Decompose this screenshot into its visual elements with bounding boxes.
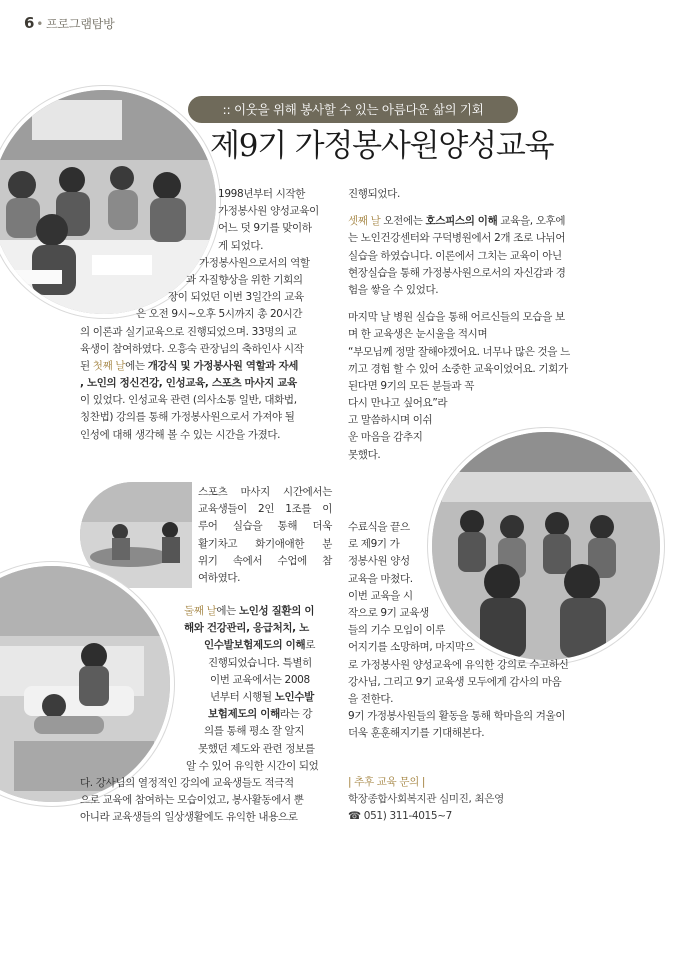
text-line: 로 가정봉사원 양성교육에 유익한 강의로 수고하신 <box>348 658 569 671</box>
text-line: 못했던 제도와 관련 정보를 <box>198 742 315 755</box>
text-line: 이 있었다. 인성교육 관련 (의사소통 일반, 대화법, <box>80 394 297 407</box>
text-line: 위기 속에서 수업에 참 <box>198 554 332 567</box>
text-line: 정봉사원 양성 <box>348 555 410 568</box>
text-fragment: 오전에는 <box>380 215 426 228</box>
text-line: 현장실습을 통해 가정봉사원으로서의 자신감과 경 <box>348 266 566 279</box>
bullet-dot-icon: • <box>36 17 44 31</box>
text-fragment: 교육을, 오후에 <box>497 215 566 228</box>
text-line: 이번 교육에서는 2008 <box>210 673 310 686</box>
article-subtitle: :: 이웃을 위해 봉사할 수 있는 아름다운 삶의 기회 <box>222 102 484 117</box>
text-line: 강사님, 그리고 9기 교육생 모두에게 감사의 마음 <box>348 675 562 688</box>
page-number: 6 <box>24 14 35 32</box>
text-line: 다시 만나고 싶어요”라 <box>348 397 448 410</box>
text-fragment: 보험제도의 이해 <box>208 708 280 721</box>
text-fragment: 에는 <box>216 605 239 617</box>
text-line: 작으로 9기 교육생 <box>348 606 429 619</box>
text-line: 칭찬법) 강의를 통해 가정봉사원으로서 가져야 될 <box>80 411 295 424</box>
text-line: 험을 쌓을 수 있었다. <box>348 283 439 296</box>
text-line: 실습을 하였습니다. 이론에서 그치는 교육이 아닌 <box>348 249 562 262</box>
text-line: 고 말씀하시며 이쉬 <box>348 414 433 427</box>
text-line: 며 한 교육생은 눈시울을 적시며 <box>348 328 488 341</box>
text-line: 진행되었다. <box>348 188 400 200</box>
text-line: 끼고 경험 할 수 있어 소중한 교육이었어요. 기회가 <box>348 362 568 375</box>
text-line: 은 오전 9시~오후 5시까지 총 20시간 <box>136 308 303 321</box>
text-line: 교육을 마쳤다. <box>348 572 413 585</box>
text-line: 다. 강사님의 열정적인 강의에 교육생들도 적극적 <box>80 776 294 789</box>
day3-line <box>348 213 598 230</box>
phone-number: 051) 311-4015~7 <box>363 810 452 823</box>
left-column-intro <box>80 186 332 444</box>
text-line: 아니라 교육생들의 일상생활에도 유익한 내용으로 <box>80 811 298 824</box>
text-fragment: 된 <box>80 359 93 372</box>
contact-phone <box>348 808 598 825</box>
text-line: 육생이 참여하였다. 오흥숙 관장님의 축하인사 시작 <box>80 342 304 355</box>
text-fragment: 인수발보험제도의 이해 <box>204 639 306 652</box>
text-line: 의 이론과 실기교육으로 진행되었으며. 33명의 교 <box>80 325 297 338</box>
text-line: 는 노인건강센터와 구덕병원에서 2개 조로 나뉘어 <box>348 232 566 245</box>
right-column-closing <box>348 519 598 742</box>
text-line: 로 제9기 가 <box>348 538 400 551</box>
day3-topic: 호스피스의 이해 <box>425 215 498 228</box>
article-subtitle-ribbon <box>188 96 518 123</box>
text-line: 가정봉사원으로서의 역할 <box>199 256 310 269</box>
text-line: 못했다. <box>348 448 381 461</box>
text-line: 마지막 날 병원 실습을 통해 어르신들의 모습을 보 <box>348 311 565 324</box>
phone-icon: ☎ <box>348 810 361 823</box>
text-fragment: 노인수발 <box>274 690 314 703</box>
text-line: 어느 덧 9기를 맞이하 <box>218 222 312 235</box>
day1-topics: 개강식 및 가정봉사원 역할과 자세 <box>147 359 299 372</box>
text-fragment: 년부터 시행될 <box>210 690 272 703</box>
page-header <box>24 14 115 32</box>
text-fragment: 라는 강 <box>279 708 313 721</box>
contact-label: | 추후 교육 문의 | <box>348 776 426 788</box>
section-title: 프로그램탐방 <box>46 17 115 31</box>
text-line: 알 수 있어 유익한 시간이 되었 <box>186 759 319 772</box>
text-line: 을 전한다. <box>348 692 394 705</box>
day2-label: 둘째 날 <box>184 605 217 617</box>
text-line: “부모님께 정말 잘해야겠어요. 너무나 많은 것을 느 <box>348 345 570 358</box>
text-line: 1998년부터 시작한 <box>218 188 306 200</box>
text-line: 9기 가정봉사원들의 활동을 통해 학마을의 겨울이 <box>348 710 566 723</box>
day2-line <box>80 603 332 620</box>
left-column-massage <box>198 484 332 587</box>
text-line: 여하였다. <box>198 571 241 584</box>
text-line: 가정봉사원 양성교육이 <box>218 205 319 218</box>
text-line: 으로 교육에 참여하는 모습이었고, 봉사활동에서 뿐 <box>80 794 304 807</box>
text-line: 된다면 9기의 모든 분들과 꼭 <box>348 379 475 392</box>
day1-line <box>80 358 332 375</box>
day1-topics-continued: , 노인의 정신건강, 인성교육, 스포츠 마사지 교육 <box>80 377 297 390</box>
text-line: 운 마음을 감추지 <box>348 431 423 444</box>
text-line: 루어 실습을 통해 더욱 <box>198 520 332 533</box>
text-line: 게 되었다. <box>218 239 264 252</box>
day3-label: 셋째 날 <box>348 215 381 228</box>
day2-topics-end <box>80 637 332 654</box>
text-line: 더욱 훈훈해지기를 기대해본다. <box>348 727 485 740</box>
text-line: 교육생들이 2인 1조를 이 <box>198 503 332 516</box>
insurance-line-2 <box>80 706 332 723</box>
text-fragment: 에는 <box>125 359 148 372</box>
text-line: 과 자질향상을 위한 기회의 <box>186 273 303 286</box>
day1-label: 첫째 날 <box>92 359 126 372</box>
text-line: 이번 교육을 시 <box>348 589 413 602</box>
text-line: 장이 되었던 이번 3일간의 교육 <box>168 291 304 304</box>
article-title: 제9기 가정봉사원양성교육 <box>210 128 554 164</box>
day2-topics-continued: 해와 건강관리, 응급처치, 노 <box>184 622 309 635</box>
day2-topics: 노인성 질환의 이 <box>238 605 315 617</box>
right-column-top <box>348 186 598 464</box>
text-line: 인성에 대해 생각해 볼 수 있는 시간을 가졌다. <box>80 428 281 441</box>
text-line: 수료식을 끝으 <box>348 521 410 533</box>
text-line: 스포츠 마사지 시간에서는 <box>198 486 332 498</box>
text-line: 활기차고 화기애애한 분 <box>198 537 332 550</box>
text-fragment: 로 <box>305 639 316 652</box>
text-line: 어지기를 소망하며, 마지막으 <box>348 641 475 654</box>
text-line: 의를 통해 평소 잘 알지 <box>204 725 305 738</box>
contact-organization: 학장종합사회복지관 심미진, 최은영 <box>348 793 504 806</box>
contact-info <box>348 774 598 826</box>
left-column-day2 <box>80 603 332 826</box>
text-line: 들의 기수 모임이 이루 <box>348 624 446 637</box>
text-line: 진행되었습니다. 특별히 <box>208 656 312 669</box>
insurance-line <box>80 689 332 706</box>
